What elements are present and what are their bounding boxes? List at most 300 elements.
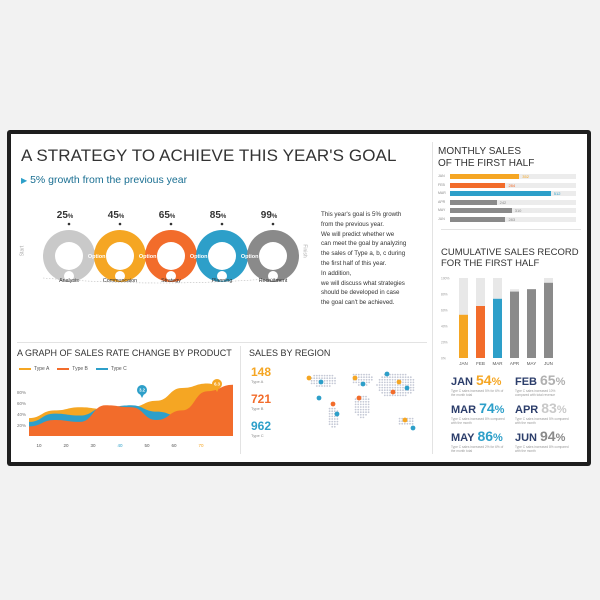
monthly-row bbox=[438, 200, 583, 206]
map-dot bbox=[334, 418, 336, 420]
map-dot bbox=[365, 411, 367, 413]
map-dot bbox=[357, 409, 359, 411]
kpi-unit: % bbox=[555, 376, 566, 388]
finish-label: Finish bbox=[301, 244, 308, 258]
map-dot bbox=[316, 380, 318, 382]
step-caption: Recruitment bbox=[258, 278, 288, 284]
map-dot bbox=[357, 406, 359, 408]
legend-label: Type C bbox=[110, 366, 127, 372]
map-dot bbox=[392, 382, 394, 384]
map-dot bbox=[381, 382, 383, 384]
subtitle bbox=[21, 174, 187, 186]
map-dot bbox=[405, 379, 407, 381]
kpi-percent: 54% bbox=[476, 372, 502, 388]
map-dot bbox=[379, 387, 381, 389]
map-dot bbox=[366, 374, 368, 376]
map-dot bbox=[331, 423, 333, 425]
map-dot bbox=[366, 376, 368, 378]
map-dot bbox=[368, 374, 370, 376]
map-dot bbox=[361, 379, 363, 381]
map-dot bbox=[387, 395, 389, 397]
region-type: Type C bbox=[251, 433, 264, 438]
paragraph-line: the first half of this year. bbox=[321, 259, 387, 267]
map-dot bbox=[321, 375, 323, 377]
map-dot bbox=[321, 377, 323, 379]
monthly-row bbox=[438, 217, 583, 223]
kpi-month: JAN bbox=[451, 376, 474, 388]
map-dot bbox=[387, 382, 389, 384]
map-dot bbox=[366, 384, 368, 386]
map-dot bbox=[329, 410, 331, 412]
map-dot bbox=[329, 408, 331, 410]
y-tick-label: 40% bbox=[441, 324, 448, 329]
map-dot bbox=[402, 376, 404, 378]
monthly-bar bbox=[450, 183, 505, 188]
map-dot bbox=[402, 387, 404, 389]
kpi-note: Type C sales increased 5% compared with the month bbox=[515, 417, 569, 425]
monthly-bar bbox=[450, 174, 519, 179]
goal-description bbox=[321, 210, 431, 308]
map-dot bbox=[379, 379, 381, 381]
step-dot bbox=[119, 223, 122, 226]
monthly-bars bbox=[438, 174, 583, 229]
map-dot bbox=[319, 375, 321, 377]
map-pin-icon bbox=[361, 382, 366, 387]
step-percent: 99% bbox=[260, 210, 278, 221]
map-pin-icon bbox=[353, 376, 358, 381]
map-dot bbox=[329, 377, 331, 379]
map-pin-icon bbox=[411, 426, 416, 431]
map-dot bbox=[412, 420, 414, 422]
map-dot bbox=[366, 379, 368, 381]
map-dot bbox=[410, 392, 412, 394]
map-dot bbox=[368, 401, 370, 403]
map-dot bbox=[387, 392, 389, 394]
map-dot bbox=[402, 374, 404, 376]
map-dot bbox=[324, 385, 326, 387]
map-dot bbox=[360, 414, 362, 416]
map-dot bbox=[381, 379, 383, 381]
bar bbox=[527, 289, 536, 358]
map-dot bbox=[368, 411, 370, 413]
map-dot bbox=[365, 404, 367, 406]
step-option-label: Option 03 bbox=[189, 254, 216, 260]
map-dot bbox=[319, 385, 321, 387]
map-dot bbox=[404, 423, 406, 425]
map-dot bbox=[363, 411, 365, 413]
y-tick-label: 0% bbox=[441, 356, 446, 361]
bar bbox=[476, 306, 485, 358]
map-dot bbox=[371, 376, 373, 378]
step-percent-unit: % bbox=[169, 214, 176, 220]
monthly-value: 352 bbox=[522, 174, 529, 179]
map-pin-icon bbox=[405, 386, 410, 391]
map-dot bbox=[329, 416, 331, 418]
map-dot bbox=[365, 396, 367, 398]
map-dot bbox=[402, 382, 404, 384]
map-dot bbox=[384, 379, 386, 381]
cumulative-title-2: FOR THE FIRST HALF bbox=[441, 258, 540, 269]
map-dot bbox=[355, 382, 357, 384]
bar bbox=[544, 283, 553, 358]
map-dot bbox=[409, 423, 411, 425]
x-tick-label: 70 bbox=[198, 443, 204, 448]
monthly-month: JAN bbox=[438, 174, 445, 178]
monthly-track bbox=[450, 200, 576, 205]
map-dot bbox=[409, 418, 411, 420]
map-dot bbox=[409, 420, 411, 422]
map-dot bbox=[357, 401, 359, 403]
map-dot bbox=[331, 421, 333, 423]
map-dot bbox=[405, 374, 407, 376]
map-dot bbox=[355, 374, 357, 376]
kpi-note: Type C sales increased 8% compared with the month bbox=[451, 417, 505, 425]
map-dot bbox=[334, 380, 336, 382]
map-dot bbox=[358, 384, 360, 386]
map-dot bbox=[313, 383, 315, 385]
kpi-item bbox=[451, 400, 513, 427]
map-dot bbox=[365, 398, 367, 400]
map-dot bbox=[366, 382, 368, 384]
map-dot bbox=[394, 376, 396, 378]
legend-swatch bbox=[57, 368, 69, 370]
monthly-row bbox=[438, 174, 583, 180]
kpi-note: Type C sales increased 2% for 6% of the month total bbox=[451, 445, 504, 453]
map-pin-icon bbox=[397, 380, 402, 385]
map-dot bbox=[329, 418, 331, 420]
map-dot bbox=[413, 379, 415, 381]
step-option-label: Option 01 bbox=[87, 254, 114, 260]
map-dot bbox=[326, 385, 328, 387]
map-dot bbox=[402, 379, 404, 381]
monthly-value: 512 bbox=[553, 191, 561, 196]
kpi-month: MAY bbox=[451, 432, 475, 444]
map-dot bbox=[387, 387, 389, 389]
region-value: 721 bbox=[251, 392, 272, 406]
map-dot bbox=[334, 423, 336, 425]
map-dot bbox=[321, 385, 323, 387]
map-dot bbox=[324, 383, 326, 385]
map-dot bbox=[353, 382, 355, 384]
map-dot bbox=[357, 414, 359, 416]
monthly-month: JUN bbox=[438, 216, 445, 221]
map-dot bbox=[326, 375, 328, 377]
x-tick-label: 30 bbox=[90, 443, 96, 448]
map-dot bbox=[399, 420, 401, 422]
region-stat bbox=[251, 420, 271, 438]
map-dot bbox=[402, 392, 404, 394]
x-tick-label: JAN bbox=[459, 361, 468, 366]
map-dot bbox=[355, 411, 357, 413]
map-dot bbox=[368, 404, 370, 406]
map-dot bbox=[363, 414, 365, 416]
map-dot bbox=[326, 380, 328, 382]
map-dot bbox=[332, 380, 334, 382]
map-dot bbox=[355, 409, 357, 411]
monthly-track bbox=[450, 208, 576, 213]
map-dot bbox=[332, 375, 334, 377]
cumulative-bar-chart bbox=[439, 272, 579, 369]
monthly-month: MAY bbox=[438, 208, 446, 212]
legend-swatch bbox=[96, 368, 108, 370]
map-dot bbox=[376, 384, 378, 386]
map-dot bbox=[363, 404, 365, 406]
cumulative-title-1: CUMULATIVE SALES RECORD bbox=[441, 247, 579, 258]
map-pin-icon bbox=[331, 402, 336, 407]
step-percent: 45% bbox=[107, 210, 125, 221]
paragraph-line: should be developed in case bbox=[321, 289, 400, 297]
map-dot bbox=[407, 382, 409, 384]
kpi-percent: 94% bbox=[540, 428, 566, 444]
map-dot bbox=[407, 384, 409, 386]
map-dot bbox=[371, 379, 373, 381]
region-value: 148 bbox=[251, 365, 272, 379]
y-tick-label: 100% bbox=[441, 276, 450, 281]
map-dot bbox=[361, 376, 363, 378]
map-dot bbox=[355, 401, 357, 403]
map-dot bbox=[329, 375, 331, 377]
x-tick-label: FEB bbox=[476, 361, 485, 366]
region-type: Type A bbox=[251, 379, 264, 384]
map-dot bbox=[358, 382, 360, 384]
map-dot bbox=[410, 379, 412, 381]
step-caption: Strategy bbox=[161, 278, 181, 284]
map-dot bbox=[360, 411, 362, 413]
map-dot bbox=[363, 398, 365, 400]
map-dot bbox=[389, 379, 391, 381]
monthly-row bbox=[438, 191, 583, 197]
marker-value: 3.2 bbox=[139, 387, 145, 393]
map-dot bbox=[407, 423, 409, 425]
marker-pointer bbox=[140, 394, 144, 398]
kpi-note: Type C sales increased 5% for 6% of the month total bbox=[451, 389, 504, 397]
map-dot bbox=[389, 382, 391, 384]
map-dot bbox=[334, 410, 336, 412]
map-dot bbox=[381, 392, 383, 394]
map-dot bbox=[313, 377, 315, 379]
monthly-month: MAR bbox=[438, 191, 446, 195]
dashboard-screen bbox=[11, 134, 587, 462]
paragraph-line: We will predict whether we bbox=[321, 230, 395, 238]
map-dot bbox=[363, 417, 365, 419]
page-title: A STRATEGY TO ACHIEVE THIS YEAR'S GOAL bbox=[21, 146, 397, 165]
y-tick-label: 20% bbox=[441, 340, 448, 345]
map-pin-icon bbox=[307, 376, 312, 381]
kpi-unit: % bbox=[493, 432, 503, 444]
map-dot bbox=[394, 374, 396, 376]
map-dot bbox=[387, 376, 389, 378]
map-dot bbox=[392, 374, 394, 376]
map-dot bbox=[392, 395, 394, 397]
kpi-item bbox=[515, 372, 577, 399]
map-dot bbox=[392, 376, 394, 378]
map-dot bbox=[357, 404, 359, 406]
map-dot bbox=[368, 382, 370, 384]
kpi-note: Type C sales increased 8% compared with the month bbox=[515, 445, 569, 453]
map-dot bbox=[360, 406, 362, 408]
map-dot bbox=[402, 395, 404, 397]
divider bbox=[441, 229, 581, 230]
map-dot bbox=[365, 414, 367, 416]
map-dot bbox=[412, 423, 414, 425]
divider bbox=[17, 342, 427, 343]
map-dot bbox=[337, 418, 339, 420]
kpi-month: JUN bbox=[515, 432, 538, 444]
monthly-month: APR bbox=[438, 199, 446, 204]
map-dot bbox=[384, 387, 386, 389]
map-dot bbox=[401, 423, 403, 425]
x-tick-label: APR bbox=[509, 361, 520, 366]
map-dot bbox=[402, 389, 404, 391]
map-dot bbox=[413, 384, 415, 386]
y-tick-label: 60% bbox=[441, 308, 448, 313]
map-dot bbox=[358, 379, 360, 381]
map-dot bbox=[329, 413, 331, 415]
map-dot bbox=[316, 375, 318, 377]
map-dot bbox=[355, 406, 357, 408]
map-dot bbox=[397, 376, 399, 378]
triangle-icon: ▶ bbox=[21, 176, 28, 185]
map-pin-icon bbox=[319, 380, 324, 385]
monthly-value: 242 bbox=[499, 199, 507, 205]
kpi-item bbox=[515, 428, 577, 455]
map-dot bbox=[368, 379, 370, 381]
map-dot bbox=[397, 387, 399, 389]
map-dot bbox=[357, 411, 359, 413]
map-dot bbox=[337, 421, 339, 423]
map-dot bbox=[360, 409, 362, 411]
map-dot bbox=[389, 389, 391, 391]
sales-rate-area-chart bbox=[11, 372, 239, 454]
map-dot bbox=[337, 423, 339, 425]
map-dot bbox=[384, 389, 386, 391]
map-dot bbox=[400, 376, 402, 378]
y-tick-label: 60% bbox=[17, 401, 27, 406]
map-dot bbox=[392, 387, 394, 389]
kpi-unit: % bbox=[556, 404, 567, 416]
kpi-percent: 83% bbox=[541, 400, 567, 416]
map-dot bbox=[326, 383, 328, 385]
monthly-bar bbox=[450, 191, 551, 196]
map-dot bbox=[397, 389, 399, 391]
map-dot bbox=[400, 384, 402, 386]
map-dot bbox=[412, 418, 414, 420]
world-dot-map bbox=[289, 358, 429, 450]
map-dot bbox=[387, 379, 389, 381]
map-dot bbox=[329, 423, 331, 425]
map-dot bbox=[326, 377, 328, 379]
x-tick-label: JUN bbox=[544, 361, 553, 366]
kpi-month: FEB bbox=[515, 376, 537, 388]
map-dot bbox=[363, 379, 365, 381]
map-dot bbox=[324, 380, 326, 382]
map-dot bbox=[389, 387, 391, 389]
legend-swatch bbox=[19, 368, 31, 370]
map-dot bbox=[397, 392, 399, 394]
map-dot bbox=[368, 376, 370, 378]
bar bbox=[510, 292, 519, 358]
map-dot bbox=[384, 376, 386, 378]
step-option-label: Option 02 bbox=[138, 254, 165, 260]
map-dot bbox=[313, 375, 315, 377]
map-dot bbox=[402, 384, 404, 386]
paragraph-line: we will discuss what strategies bbox=[321, 279, 405, 287]
region-stats bbox=[251, 366, 291, 446]
kpi-percent: 86% bbox=[477, 428, 503, 444]
map-dot bbox=[407, 379, 409, 381]
map-dot bbox=[379, 389, 381, 391]
map-dot bbox=[361, 374, 363, 376]
map-dot bbox=[410, 382, 412, 384]
map-dot bbox=[331, 408, 333, 410]
map-dot bbox=[384, 395, 386, 397]
map-dot bbox=[331, 426, 333, 428]
map-dot bbox=[365, 406, 367, 408]
map-dot bbox=[405, 384, 407, 386]
map-dot bbox=[384, 392, 386, 394]
y-tick-label: 40% bbox=[17, 412, 27, 417]
map-dot bbox=[384, 382, 386, 384]
strategy-steps bbox=[11, 204, 311, 284]
map-dot bbox=[331, 418, 333, 420]
paragraph-line: This year's goal is 5% growth bbox=[321, 211, 402, 218]
map-dot bbox=[413, 387, 415, 389]
step-percent: 85% bbox=[209, 210, 227, 221]
kpi-unit: % bbox=[491, 376, 502, 388]
map-dot bbox=[368, 406, 370, 408]
map-dot bbox=[365, 401, 367, 403]
map-dot bbox=[392, 379, 394, 381]
step-percent-unit: % bbox=[118, 214, 125, 220]
map-dot bbox=[389, 376, 391, 378]
map-dot bbox=[397, 395, 399, 397]
map-dot bbox=[363, 376, 365, 378]
map-dot bbox=[368, 398, 370, 400]
map-dot bbox=[313, 380, 315, 382]
legend-label: Type A bbox=[34, 366, 50, 372]
map-dot bbox=[319, 377, 321, 379]
map-dot bbox=[363, 396, 365, 398]
map-dot bbox=[329, 380, 331, 382]
bar bbox=[459, 315, 468, 358]
start-label: Start bbox=[19, 245, 26, 257]
map-dot bbox=[381, 384, 383, 386]
map-pin-icon bbox=[403, 418, 408, 423]
monthly-title-2: OF THE FIRST HALF bbox=[438, 158, 535, 169]
map-dot bbox=[410, 376, 412, 378]
map-dot bbox=[400, 389, 402, 391]
map-dot bbox=[405, 382, 407, 384]
step-dot bbox=[170, 223, 173, 226]
step-dot bbox=[272, 223, 275, 226]
monthly-bar bbox=[450, 208, 512, 213]
kpi-unit: % bbox=[494, 404, 505, 416]
map-dot bbox=[363, 406, 365, 408]
map-dot bbox=[399, 423, 401, 425]
map-dot bbox=[405, 376, 407, 378]
map-dot bbox=[387, 384, 389, 386]
monthly-track bbox=[450, 174, 576, 179]
x-tick-label: MAY bbox=[526, 361, 537, 366]
kpi-grid bbox=[451, 372, 583, 460]
map-dot bbox=[384, 384, 386, 386]
step-hole bbox=[55, 242, 83, 270]
map-dot bbox=[316, 385, 318, 387]
legend-label: Type B bbox=[72, 366, 88, 372]
y-tick-label: 20% bbox=[17, 423, 27, 428]
map-dot bbox=[410, 384, 412, 386]
map-dot bbox=[363, 401, 365, 403]
